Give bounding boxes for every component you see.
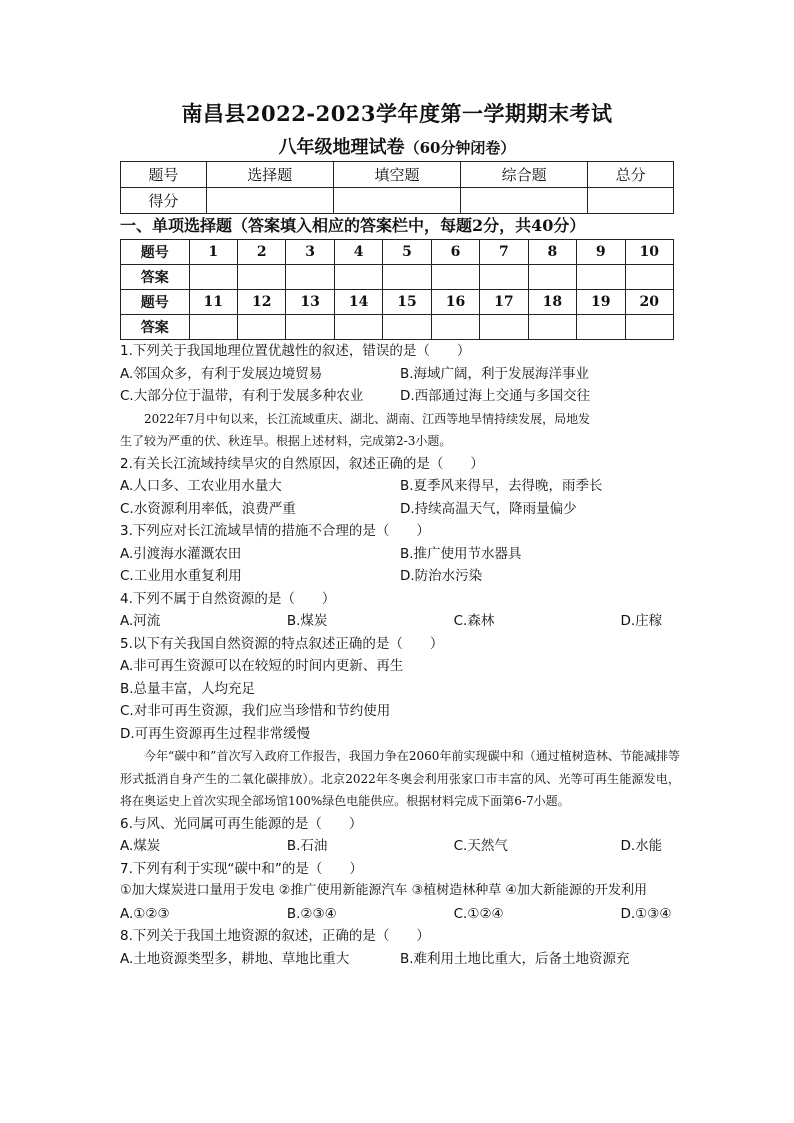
score-header-cell: 填空题 — [333, 162, 460, 188]
answer-blank-cell[interactable] — [286, 315, 334, 340]
answer-num-cell: 5 — [383, 240, 431, 265]
answer-blank-cell[interactable] — [286, 265, 334, 290]
questions-body — [120, 340, 680, 970]
question-2-stem: 2.有关长江流域持续旱灾的自然原因，叙述正确的是（ ） — [120, 455, 484, 472]
answer-table — [120, 239, 674, 340]
question-1-stem: 1.下列关于我国地理位置优越性的叙述，错误的是（ ） — [120, 343, 471, 359]
answer-blank-cell[interactable] — [528, 265, 576, 290]
score-table — [120, 161, 674, 214]
question-2-options-row2 — [120, 498, 680, 521]
answer-num-cell: 2 — [238, 240, 286, 265]
option-a: A.邻国众多，有利于发展边境贸易 — [120, 365, 323, 382]
answer-blank-cell[interactable] — [334, 315, 382, 340]
option-b: B.总量丰富，人均充足 — [120, 680, 256, 697]
passage-1-line-2: 生了较为严重的伏、秋连旱。根据上述材料，完成第2-3小题。 — [120, 434, 452, 448]
answer-blank-cell[interactable] — [528, 315, 576, 340]
answer-num-cell: 6 — [431, 240, 479, 265]
answer-num-cell: 1 — [189, 240, 237, 265]
answer-blank-cell[interactable] — [577, 265, 625, 290]
option-b: B.海域广阔，利于发展海洋事业 — [400, 365, 590, 382]
answer-num-cell: 11 — [189, 290, 237, 315]
option-c: C.对非可再生资源，我们应当珍惜和节约使用 — [120, 703, 391, 719]
passage-1-line-1: 2022年7月中旬以来，长江流域重庆、湖北、湖南、江西等地旱情持续发展，局地发 — [144, 411, 591, 426]
option-d: D.持续高温天气，降雨量偏少 — [400, 500, 577, 517]
option-c: C.工业用水重复利用 — [120, 568, 242, 584]
subtitle-main: 八年级地理试卷 — [278, 137, 405, 158]
answer-blank-cell[interactable] — [334, 265, 382, 290]
answer-num-cell: 16 — [431, 290, 479, 315]
option-b: B.夏季风来得早，去得晚，雨季长 — [400, 478, 603, 494]
answer-num-cell: 17 — [480, 290, 528, 315]
question-4-stem: 4.下列不属于自然资源的是（ ） — [120, 590, 336, 607]
answer-num-cell: 14 — [334, 290, 382, 315]
question-7-options — [120, 903, 680, 926]
answer-blank-cell[interactable] — [189, 265, 237, 290]
option-d: D.①③④ — [620, 905, 672, 922]
option-d: D.可再生资源再生过程非常缓慢 — [120, 725, 311, 742]
option-a: A.引渡海水灌溉农田 — [120, 545, 242, 562]
answer-num-label: 题号 — [121, 240, 190, 265]
answer-blank-cell[interactable] — [431, 315, 479, 340]
question-6-options — [120, 835, 680, 858]
answer-num-cell: 12 — [238, 290, 286, 315]
answer-blank-cell[interactable] — [383, 265, 431, 290]
option-b: B.推广使用节水器具 — [400, 545, 522, 562]
answer-label: 答案 — [121, 265, 190, 290]
answer-num-cell: 8 — [528, 240, 576, 265]
question-5-stem: 5.以下有关我国自然资源的特点叙述正确的是（ ） — [120, 635, 444, 652]
question-7-items: ①加大煤炭进口量用于发电 ②推广使用新能源汽车 ③植树造林种草 ④加大新能源的开发利用 — [120, 883, 648, 898]
score-header-row — [121, 162, 674, 188]
answer-num-row — [121, 240, 674, 265]
answer-blank-cell[interactable] — [480, 315, 528, 340]
answer-num-cell: 20 — [625, 290, 673, 315]
answer-num-cell: 3 — [286, 240, 334, 265]
answer-num-cell: 4 — [334, 240, 382, 265]
question-2-options-row1 — [120, 475, 680, 498]
answer-blank-cell[interactable] — [625, 265, 673, 290]
answer-blank-cell[interactable] — [238, 315, 286, 340]
option-c: C.水资源利用率低，浪费严重 — [120, 500, 296, 517]
score-blank-cell[interactable] — [588, 188, 674, 214]
option-b: B.煤炭 — [286, 613, 328, 629]
option-d: D.庄稼 — [620, 613, 663, 629]
question-3-options-row1 — [120, 543, 680, 566]
option-c: C.森林 — [453, 613, 495, 629]
answer-num-cell: 19 — [577, 290, 625, 315]
question-1-options-row2 — [120, 385, 680, 408]
score-header-cell: 题号 — [121, 162, 207, 188]
score-header-cell: 总分 — [588, 162, 674, 188]
answer-label: 答案 — [121, 315, 190, 340]
option-a: A.河流 — [120, 613, 161, 629]
answer-blank-cell[interactable] — [383, 315, 431, 340]
answer-blank-cell[interactable] — [189, 315, 237, 340]
option-a: A.土地资源类型多，耕地、草地比重大 — [120, 950, 350, 967]
exam-subtitle — [0, 133, 794, 159]
question-3-stem: 3.下列应对长江流域旱情的措施不合理的是（ ） — [120, 523, 430, 539]
score-row-label: 得分 — [121, 188, 207, 214]
option-b: B.难利用土地比重大，后备土地资源充 — [400, 950, 630, 967]
score-value-row — [121, 188, 674, 214]
question-4-options — [120, 610, 680, 633]
answer-blank-cell[interactable] — [625, 315, 673, 340]
answer-num-cell: 7 — [480, 240, 528, 265]
option-a: A.①②③ — [120, 905, 170, 922]
answer-blank-cell[interactable] — [480, 265, 528, 290]
question-3-options-row2 — [120, 565, 680, 588]
answer-blank-row — [121, 265, 674, 290]
answer-blank-cell[interactable] — [238, 265, 286, 290]
option-d: D.水能 — [620, 838, 663, 854]
answer-num-cell: 13 — [286, 290, 334, 315]
answer-num-cell: 9 — [577, 240, 625, 265]
subtitle-note: （60分钟闭卷） — [404, 139, 516, 157]
question-7-stem: 7.下列有利于实现“碳中和”的是（ ） — [120, 860, 363, 877]
answer-blank-row — [121, 315, 674, 340]
answer-blank-cell[interactable] — [577, 315, 625, 340]
answer-num-cell: 15 — [383, 290, 431, 315]
score-blank-cell[interactable] — [333, 188, 460, 214]
answer-num-cell: 10 — [625, 240, 673, 265]
option-a: A.人口多、工农业用水量大 — [120, 478, 282, 494]
question-1-options-row1 — [120, 363, 680, 386]
option-b: B.②③④ — [286, 905, 337, 922]
score-blank-cell[interactable] — [206, 188, 333, 214]
option-c: C.大部分位于温带，有利于发展多种农业 — [120, 388, 364, 404]
score-blank-cell[interactable] — [461, 188, 588, 214]
question-8-options-row1 — [120, 948, 680, 971]
option-b: B.石油 — [286, 838, 328, 854]
option-c: C.天然气 — [453, 838, 508, 854]
passage-2: 今年“碳中和”首次写入政府工作报告，我国力争在2060年前实现碳中和（通过植树造林、节能减排等形式抵消自身产生的二氧化碳排放）。北京2022年冬奥会利用张家口市丰富的风、光等可再生能源发电，将在奥运史上首次实现全部场馆100%绿色电能供应。根据材料完成下面第6-7小题。 — [120, 749, 680, 808]
exam-title: 南昌县2022-2023学年度第一学期期末考试 — [181, 101, 613, 126]
answer-num-row — [121, 290, 674, 315]
option-a: A.煤炭 — [120, 838, 161, 854]
question-6-stem: 6.与风、光同属可再生能源的是（ ） — [120, 815, 363, 832]
answer-blank-cell[interactable] — [431, 265, 479, 290]
question-8-stem: 8.下列关于我国土地资源的叙述，正确的是（ ） — [120, 928, 430, 944]
score-header-cell: 选择题 — [206, 162, 333, 188]
section-heading-1: 一、单项选择题（答案填入相应的答案栏中，每题2分，共40分） — [120, 216, 586, 235]
answer-num-cell: 18 — [528, 290, 576, 315]
option-d: D.西部通过海上交通与多国交往 — [400, 388, 591, 404]
option-c: C.①②④ — [453, 905, 504, 922]
option-a: A.非可再生资源可以在较短的时间内更新、再生 — [120, 658, 404, 674]
option-d: D.防治水污染 — [400, 568, 483, 584]
score-header-cell: 综合题 — [461, 162, 588, 188]
answer-num-label: 题号 — [121, 290, 190, 315]
